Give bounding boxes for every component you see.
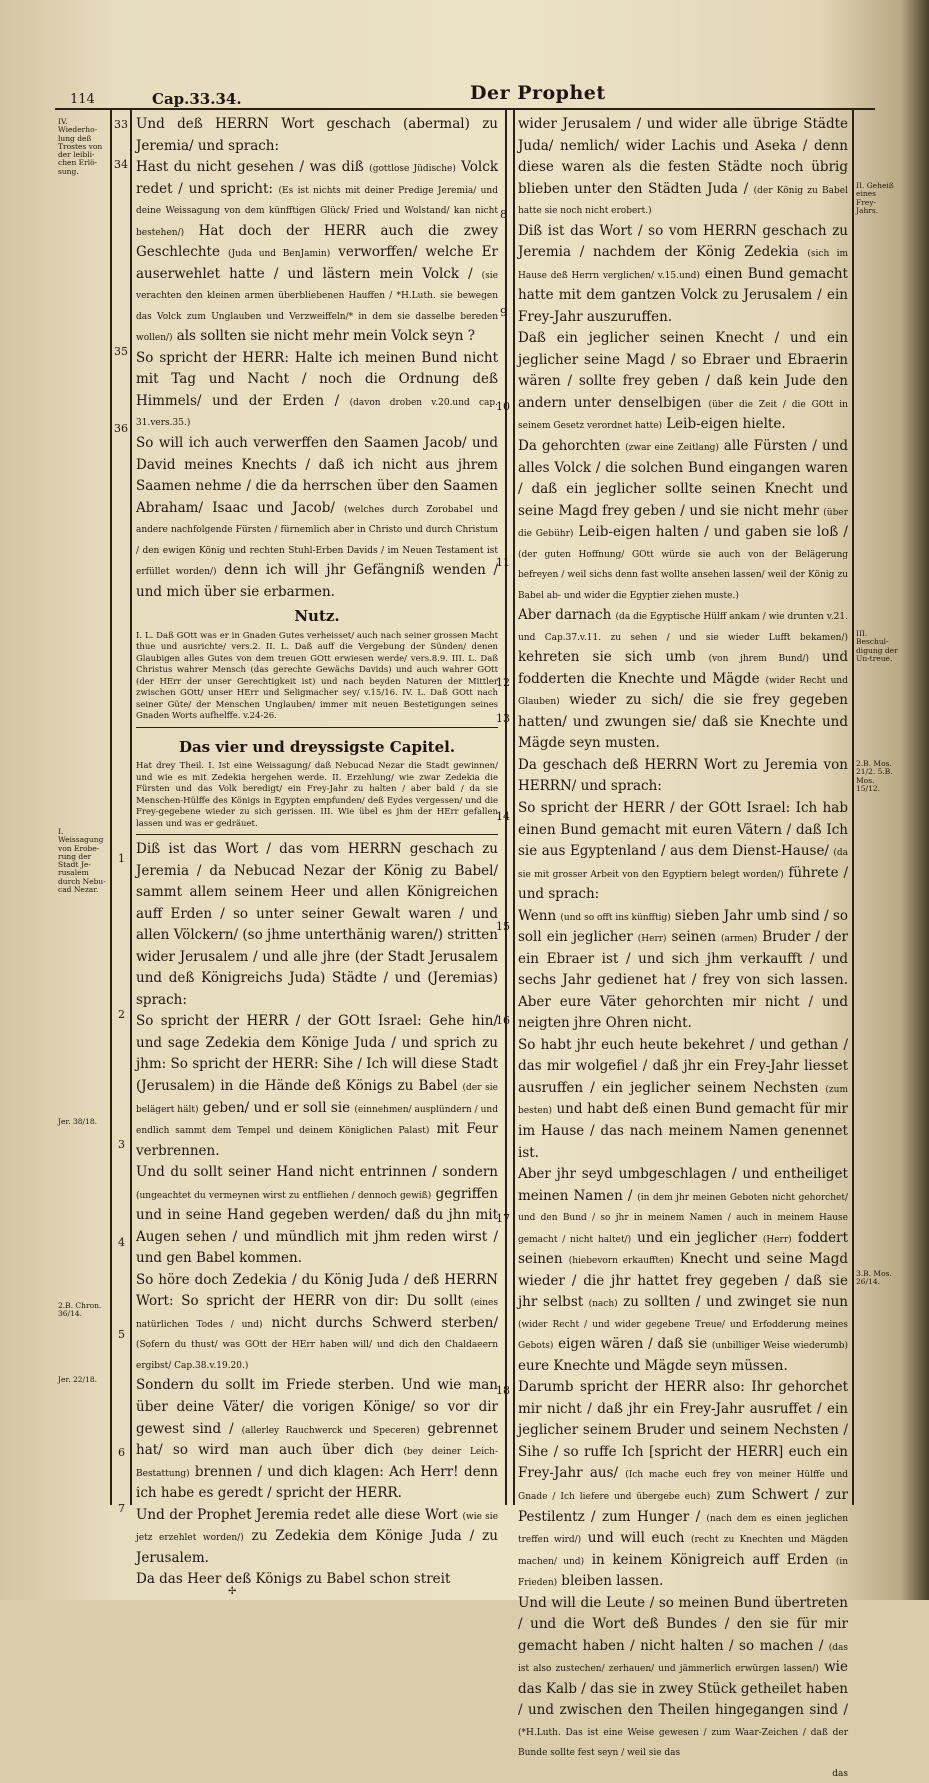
verse-8: Diß ist das Wort / so vom HERRN geschach zu Jeremia / nachdem der König Zedekia (sich im Hause deß Herrn verglichen/ v.15.und) einen Bund gemacht hatte mit dem gantzen Volck zu Jerusalem / ein Frey-Jahr auszuruffen. [518, 222, 848, 325]
verse-number: 17 [496, 1212, 510, 1225]
verse-number: 11 [496, 556, 510, 569]
margin-note-4: 2.B. Chron. 36/14. [58, 1301, 102, 1319]
right-margin-rule [852, 110, 854, 1505]
verse-2: So spricht der HERR / der GOtt Israel: Gehe hin/ und sage Zedekia dem Könige Juda / und sprich zu jhm: So spricht der HERR: Sihe / Ich will diese Stadt (Jerusalem) in die Hände deß Königs zu Babel (der sie belägert hält) geben/ und er soll sie (einnehmen/ ausplündern / und endlich sammt dem Tempel und deinem Königlichen Palast) mit Feur verbrennen. [136, 1013, 498, 1159]
verse-5: Sondern du sollt im Friede sterben. Und wie man über deine Väter/ die vorigen Könige/ so vor dir gewest sind / (allerley Rauchwerck und Speceren) gebrennet hat/ so wird man auch über dich (bey deiner Leich-Bestattung) brennen / und dich klagen: Ach Herr! denn ich habe es geredt / spricht der HERR. [136, 1377, 499, 1502]
margin-note-right-3: 2.B. Mos. 21/2. 5.B. Mos. 15/12. [856, 759, 893, 793]
printer-ornament-icon: ✢ [228, 1586, 237, 1597]
verse-number: 14 [496, 810, 510, 823]
verse-number: 7 [118, 1502, 125, 1515]
verse-33: Und deß HERRN Wort geschach (abermal) zu Jeremia/ und sprach: [136, 116, 498, 154]
verse-number: 16 [496, 1014, 510, 1027]
verse-35: So spricht der HERR: Halte ich meinen Bund nicht mit Tag und Nacht / noch die Ordnung deß Himmels/ und der Erden / (davon droben v.20.und cap. 31.vers.35.) [136, 349, 498, 429]
verse-12: Da geschach deß HERRN Wort zu Jeremia von HERRN/ und sprach: [518, 756, 848, 795]
verse-number: 9 [500, 306, 507, 319]
margin-note-5: Jer. 22/18. [58, 1375, 97, 1384]
catchword: das [832, 1768, 848, 1779]
verse-number: 33 [114, 118, 128, 131]
verse-11: Aber darnach (da die Egyptische Hülff ankam / wie drunten v.21. und Cap.37.v.11. zu sehen / und sie wieder Lufft bekamen/) kehreten sie sich umb (von jhrem Bund/) und fodderten die Knechte und Mägde (wider Recht und Glauben) wieder zu sich/ die sie frey gegeben hatten/ und zwungen sie/ daß sie Knechte und Mägde seyn musten. [518, 607, 848, 752]
right-column [518, 114, 848, 1783]
margin-note-right-4: 3.B. Mos. 26/14. [856, 1269, 892, 1287]
verse-number: 18 [496, 1384, 510, 1397]
verse-number: 12 [496, 676, 510, 689]
verse-number: 15 [496, 920, 510, 933]
verse-17: Darumb spricht der HERR also: Ihr gehorchet mir nicht / daß jhr ein Frey-Jahr ausruffet / ein jeglicher seinem Bruder und seinem Nechsten / Sihe / so ruffe Ich [spricht der HERR] euch ein Frey-Jahr aus/ (Ich mache euch frey von meiner Hülffe und Gnade / Ich liefere und übergebe euch) zum Schwert / zur Pestilentz / zum Hunger / (nach dem es einen jeglichen treffen wird/) und will euch (recht zu Knechten und Mägden machen/ und) in keinem Königreich auff Erden (in Frieden) bleiben lassen. [518, 1379, 849, 1590]
verse-3: Und du sollt seiner Hand nicht entrinnen / sondern (ungeachtet du vermeynen wirst zu entfliehen / dennoch gewiß) gegriffen und in seine Hand gegeben werden/ daß du jhn mit Augen sehen / und mündlich mit jhm reden wirst / und gen Babel kommen. [136, 1164, 498, 1267]
verse-14: Wenn (und so offt ins künfftig) sieben Jahr umb sind / so soll ein jeglicher (Herr) seinen (armen) Bruder / der ein Ebraer ist / und sich jhm verkaufft / und sechs Jahr gedienet hat / frey von sich lassen. Aber eure Väter gehorchten mir nicht / und neigten jhre Ohren nicht. [518, 907, 849, 1032]
verse-number: 1 [118, 852, 125, 865]
left-margin-rule [110, 110, 112, 1505]
verse-4: So höre doch Zedekia / du König Juda / deß HERRN Wort: So spricht der HERR von dir: Du sollt (eines natürlichen Todes / und) nicht durchs Schwerd sterben/ (Sofern du thust/ was GOtt der HErr haben will/ und dich den Chaldaeern ergibst/ Cap.38.v.19.20.) [136, 1271, 499, 1371]
left-column [136, 114, 498, 1591]
verse-number: 13 [496, 712, 510, 725]
verse-number: 2 [118, 1008, 125, 1021]
verse-number: 36 [114, 422, 128, 435]
column-divider-inner [513, 110, 515, 1505]
verse-1: Diß ist das Wort / das vom HERRN geschach zu Jeremia / da Nebucad Nezar der König zu Babel/ sammt allem seinem Heer und allen Königreichen auff Erden / so unter seiner Gewalt waren / und allen Völckern/ (so jhme unterthänig waren/) stritten wider Jerusalem / und alle jhre (der Stadt Jerusalem und deß Königreichs Juda) Städte / und (Jeremias) sprach: [136, 841, 498, 1008]
header-rule [55, 108, 875, 110]
verse-number: 8 [500, 208, 507, 221]
verse-15: So habt jhr euch heute bekehret / und gethan / das mir wolgefiel / daß jhr ein Frey-Jahr liesset ausruffen / ein jeglicher seinem Nechsten (zum besten) und habt deß einen Bund gemacht für mir im Hause / das nach meinem Namen genennet ist. [518, 1036, 849, 1161]
verse-7-continued: wider Jerusalem / und wider alle übrige Städte Juda/ nemlich/ wider Lachis und Aseka / denn diese waren als die festen Städte noch übrig blieben unter den Städten Juda / (der König zu Babel hatte sie noch nicht erobert.) [518, 116, 848, 217]
verse-10: Da gehorchten (zwar eine Zeitlang) alle Fürsten / und alles Volck / die solchen Bund eingangen waren / daß ein jeglicher sollte seinen Knecht und seine Magd frey geben / und sie nicht mehr (über die Gebühr) Leib-eigen halten / und gaben sie loß / (der guten Hoffnung/ GOtt würde sie auch von der Belägerung befreyen / weil sichs denn fast wollte ansehen lassen/ weil der König zu Babel ab- und wider die Egyptier ziehen muste.) [518, 437, 849, 601]
verse-number: 3 [118, 1138, 125, 1151]
verse-number: 5 [118, 1328, 125, 1341]
chapter-indicator: Cap.33.34. [152, 90, 242, 108]
verse-13: So spricht der HERR / der GOtt Israel: Ich hab einen Bund gemacht mit euren Vätern / daß Ich sie aus Egyptenland / aus dem Dienst-Hause/ (da sie mit grosser Arbeit von den Egyptiern belegt worden/) führete / und sprach: [518, 800, 848, 903]
verse-number: 34 [114, 158, 128, 171]
running-title: Der Prophet [470, 82, 606, 104]
margin-note-right-2: III. Beschul-digung der Un-treue. [856, 629, 898, 663]
margin-note-2: I. Weissagung von Erobe-rung der Stadt Je-rusalem durch Nebu-cad Nezar. [58, 827, 106, 894]
verse-34: Hast du nicht gesehen / was diß (gottlose Jüdische) Volck redet / und spricht: (Es ist nichts mit deiner Predige Jeremia/ und deine Weissagung von dem künfftigen Glück/ Fried und Wolstand/ kan nicht bestehen/) Hat doch der HERR auch die zwey Geschlechte (Juda und BenJamin) verworffen/ welche Er auserwehlet hatte / und lästern mein Volck / (sie verachten den kleinen armen überbliebenen Hauffen / *H.Luth. sie bewegen das Volck zum Unglauben und Verzweiffeln/* in dem sie dasselbe bereden wollen/) als sollten sie nicht mehr mein Volck seyn ? [136, 159, 498, 345]
verse-9: Daß ein jeglicher seinen Knecht / und ein jeglicher seine Magd / so Ebraer und Ebraerin wären / sollte frey geben / daß kein Jude den andern unter denselbigen (über die Zeit / die GOtt in seinem Gesetz verordnet hatte) Leib-eigen hielte. [518, 330, 848, 433]
chapter-summary: Hat drey Theil. I. Ist eine Weissagung/ daß Nebucad Nezar die Stadt gewinnen/ und wie es mit Zedekia hergehen werde. II. Erzehlung/ wie zwar Zedekia die Fürsten und das Volk beredigt/ ein Frey-Jahr zu halten / aber bald / da sie Menschen-Hülffe des Königs in Egypten empfunden/ deß Eydes vergessen/ und die Frey-gegebene wieder zu sich gerissen. III. Wie übel es jhm der HErr gefallen lassen und was er gedräuet. [136, 761, 498, 835]
left-verse-rule [130, 110, 132, 1505]
margin-note-3: Jer. 38/18. [58, 1117, 97, 1126]
verse-36: So will ich auch verwerffen den Saamen Jacob/ und David meines Knechts / daß ich nicht aus jhrem Saamen nehme / die da herrschen über den Saamen Abraham/ Isaac und Jacob/ (welches durch Zorobabel und andere nachfolgende Fürsten / fürnemlich aber in Christo und durch Christum / den ewigen König und rechten Stuhl-Erben Davids / im Neuen Testament ist erfüllet worden/) denn ich will jhr Gefängniß wenden / und mich über sie erbarmen. [136, 434, 499, 600]
section-title-nutz: Nutz. [294, 607, 340, 626]
verse-18: Und will die Leute / so meinen Bund übertreten / und die Wort deß Bundes / den sie für mir gemacht haben / nicht halten / so machen / (das ist also zustechen/ zerhauen/ und jämmerlich erwürgen lassen/) wie das Kalb / das sie in zwey Stück getheilet haben / und zwischen den Theilen hingegangen sind / (*H.Luth. Das ist eine Weise gewesen / zum Waar-Zeichen / daß der Bunde sollte fest seyn / weil sie das [518, 1594, 848, 1759]
chapter-heading: Das vier und dreyssigste Capitel. [178, 737, 456, 756]
page-number: 114 [70, 92, 95, 107]
column-divider [505, 110, 507, 1505]
page-header [70, 82, 860, 108]
verse-number: 35 [114, 345, 128, 358]
margin-note-1: IV. Wiederho-lung deß Trostes von der leibli-chen Erlö-sung. [58, 117, 103, 176]
verse-number: 10 [496, 400, 510, 413]
verse-7: Da das Heer deß Königs zu Babel schon streit [136, 1571, 451, 1588]
nutz-text: I. L. Daß GOtt was er in Gnaden Gutes verheisset/ auch nach seiner grossen Macht thue und ausrichte/ vers.2. II. L. Daß auff die Vergebung der Sünden/ denen Glaubigen alles Gutes von dem treuen GOtt erwiesen werde/ vers.8.9. III. L. Daß Christus wahrer Mensch (das gerechte Gewächs Davids) und auch wahrer GOtt (der HErr der unser Gerechtigkeit ist) und nach beyden Naturen der Mittler zwischen GOtt/ unser HErr und Seligmacher sey/ v.15/16. IV. L. Daß GOtt nach seiner Güte/ der Menschen Unglauben/ immer mit neuen Bestetigungen seines Gnaden Worts aufhelffe. v.24-26. [136, 631, 498, 728]
margin-note-right-1: II. Geheiß eines Frey-Jahrs. [856, 181, 894, 215]
verse-number: 6 [118, 1446, 125, 1459]
verse-6: Und der Prophet Jeremia redet alle diese Wort (wie sie jetz erzehlet worden/) zu Zedekia dem Könige Juda / zu Jerusalem. [136, 1506, 498, 1566]
verse-16: Aber jhr seyd umbgeschlagen / und entheiliget meinen Namen / (in dem jhr meinen Geboten nicht gehorchet/ und den Bund / so jhr in meinem Namen / auch in meinem Hause gemacht / nicht haltet/) und ein jeglicher (Herr) foddert seinen (hiebevorn erkaufften) Knecht und seine Magd wieder / die jhr hattet frey gegeben / daß sie jhr selbst (nach) zu sollten / und zwinget sie nun (wider Recht / und wider gegebene Treue/ und Erfodderung meines Gebots) eigen wären / daß sie (unbilliger Weise wiederumb) eure Knechte und Mägde seyn müssen. [518, 1166, 849, 1374]
verse-number: 4 [118, 1236, 125, 1249]
